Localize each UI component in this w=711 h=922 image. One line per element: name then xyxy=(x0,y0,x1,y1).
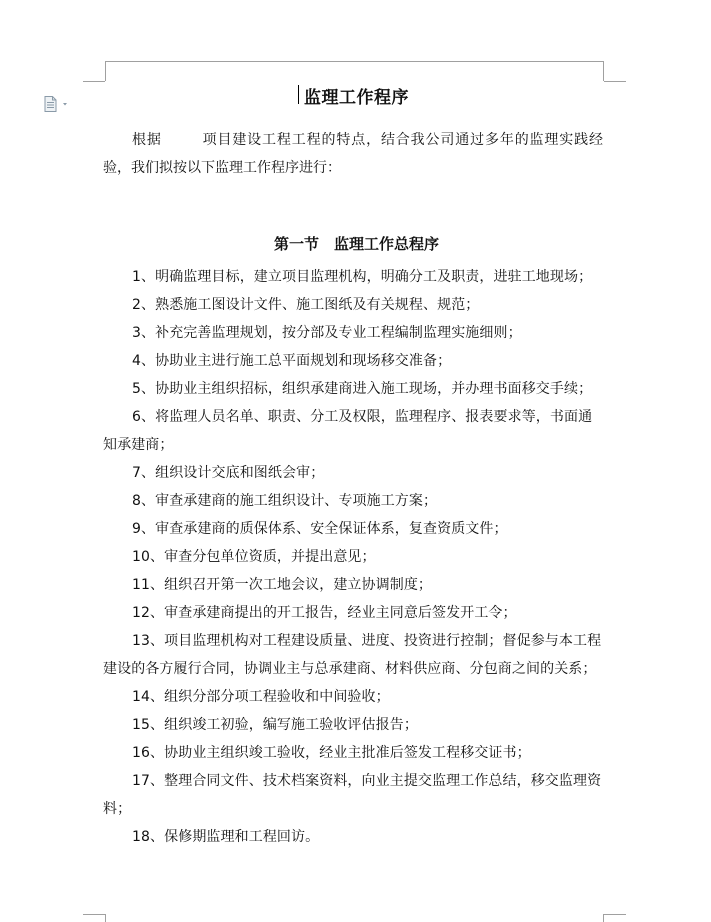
list-item[interactable]: 10、审查分包单位资质，并提出意见； xyxy=(132,549,376,565)
list-item[interactable]: 5、协助业主组织招标，组织承建商进入施工现场，并办理书面移交手续； xyxy=(132,381,593,397)
list-item[interactable]: 18、保修期监理和工程回访。 xyxy=(132,829,320,845)
page-corner-tick-top-right xyxy=(604,81,626,82)
list-item[interactable]: 4、协助业主进行施工总平面规划和现场移交准备； xyxy=(132,353,452,369)
list-item[interactable]: 13、项目监理机构对工程建设质量、进度、投资进行控制；督促参与本工程建设的各方履行合同，协调业主与总承建商、材料供应商、分包商之间的关系； xyxy=(103,633,602,677)
list-item[interactable]: 17、整理合同文件、技术档案资料，向业主提交监理工作总结，移交监理资料； xyxy=(103,773,602,817)
list-item[interactable]: 16、协助业主组织竣工验收，经业主批准后签发工程移交证书； xyxy=(132,745,531,761)
document-title[interactable]: 监理工作程序 xyxy=(304,88,409,108)
section-heading[interactable]: 第一节 监理工作总程序 xyxy=(273,235,439,253)
list-item[interactable]: 8、审查承建商的施工组织设计、专项施工方案； xyxy=(132,493,438,509)
page-corner-tick-top-left xyxy=(83,81,105,82)
procedure-list xyxy=(103,263,603,851)
intro-paragraph[interactable] xyxy=(103,126,603,182)
list-item[interactable]: 2、熟悉施工图设计文件、施工图纸及有关规程、规范； xyxy=(132,297,480,313)
list-item[interactable]: 9、审查承建商的质保体系、安全保证体系，复查资质文件； xyxy=(132,521,508,537)
list-item[interactable]: 1、明确监理目标，建立项目监理机构，明确分工及职责，进驻工地现场； xyxy=(132,269,593,285)
list-item[interactable]: 7、组织设计交底和图纸会审； xyxy=(132,465,325,481)
page-corner-tick-bottom-right xyxy=(604,914,626,915)
list-item[interactable]: 11、组织召开第一次工地会议，建立协调制度； xyxy=(132,577,433,593)
list-item[interactable]: 6、将监理人员名单、职责、分工及权限，监理程序、报表要求等，书面通知承建商； xyxy=(103,409,593,453)
intro-text-after-blank: 项目建设工程工程的特点，结合我公司通过多年的监理实践经验，我们拟按以下监理工作程序进行： xyxy=(103,132,604,176)
page-corner-guide-bottom-right xyxy=(603,914,604,922)
list-item[interactable]: 15、组织竣工初验，编写施工验收评估报告； xyxy=(132,717,418,733)
list-item[interactable]: 14、组织分部分项工程验收和中间验收； xyxy=(132,689,390,705)
list-item[interactable]: 12、审查承建商提出的开工报告，经业主同意后签发开工令； xyxy=(132,605,517,621)
page-corner-guide-top-left xyxy=(105,61,106,81)
page-margin-guide-top xyxy=(105,61,604,62)
list-item[interactable]: 3、补充完善监理规划，按分部及专业工程编制监理实施细则； xyxy=(132,325,522,341)
intro-text-before-blank: 根据 xyxy=(132,132,162,148)
page-corner-guide-bottom-left xyxy=(105,914,106,922)
page-corner-guide-top-right xyxy=(603,61,604,81)
page-corner-tick-bottom-left xyxy=(83,914,105,915)
